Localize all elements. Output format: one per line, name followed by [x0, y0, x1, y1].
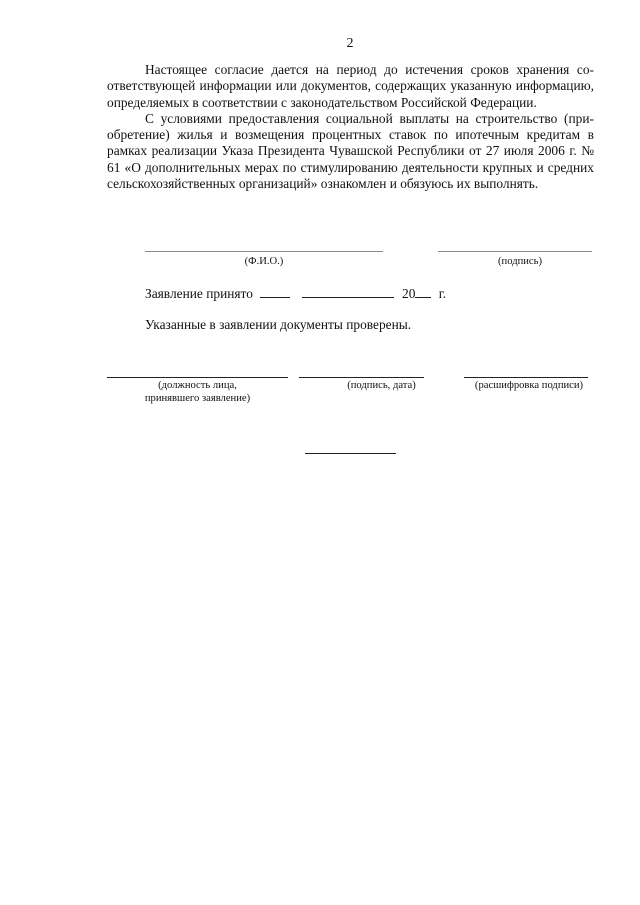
acceptance-label: Заявление принято — [145, 286, 253, 301]
decoding-line — [464, 377, 588, 378]
signature-caption: (подпись) — [498, 256, 542, 267]
paragraph-consent-period: Настоящее согласие дается на период до истечения сроков хранения соответствующей информации или документов, содержащих указанную информацию, определяемых в соответствии с законодательством Российской Федерации. — [107, 62, 594, 110]
acceptance-year-suffix: г. — [438, 286, 447, 301]
paragraph-conditions: С условиями предоставления социальной выплаты на строительство (приобретение) жилья и возмещения процентных ставок по ипотечным кредитам в рамках реализации Указа Президента Чувашской Республики от 27 июля 2006 г. № 61 «О дополнительных мерах по стимулированию деятельности крупных и средних сельскохозяйственных организаций» ознакомлен и обязуюсь их выполнять. — [107, 110, 594, 192]
fio-caption: (Ф.И.О.) — [244, 256, 284, 267]
position-line — [107, 377, 288, 378]
page-number: 2 — [346, 36, 354, 51]
acceptance-year-blank — [415, 285, 431, 298]
position-caption — [107, 379, 288, 405]
document-body — [107, 62, 594, 192]
position-caption-line2: принявшего заявление) — [144, 393, 251, 404]
acceptance-year-prefix: 20 — [402, 286, 416, 301]
decoding-caption: (расшифровка подписи) — [474, 380, 584, 391]
acceptance-day-blank — [260, 285, 290, 298]
end-separator-line — [305, 453, 396, 454]
applicant-signature-line — [438, 251, 592, 252]
acceptance-month-blank — [302, 285, 394, 298]
fio-signature-line — [145, 251, 383, 252]
verification-text: Указанные в заявлении документы проверены. — [145, 317, 412, 332]
signature-date-line — [299, 377, 424, 378]
acceptance-line — [145, 285, 446, 302]
position-caption-line1: (должность лица, — [158, 380, 237, 391]
signature-date-caption: (подпись, дата) — [347, 380, 416, 391]
